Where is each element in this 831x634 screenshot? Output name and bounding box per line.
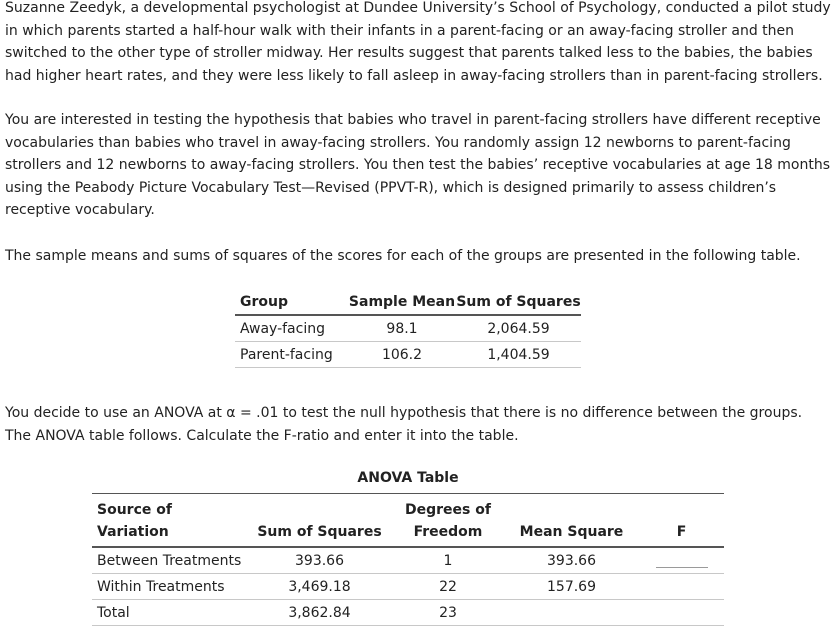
text-line: switched to the other type of stroller midway. Her results suggest that parents talked less to the babies, the babies: [5, 45, 813, 61]
source-label: Total: [92, 600, 247, 626]
header-sum-of-squares: Sum of Squares: [456, 290, 581, 315]
text-line: strollers and 12 newborns to away-facing strollers. You then test the babies’ receptive vocabularies at age 18 months: [5, 157, 830, 173]
group-name: Away-facing: [235, 315, 348, 342]
header-mean-square: Mean Square: [504, 494, 639, 548]
sum-of-squares: 3,469.18: [247, 574, 392, 600]
sum-of-squares: 1,404.59: [456, 342, 581, 368]
f-ratio-input[interactable]: [656, 561, 708, 568]
text-line: Suzanne Zeedyk, a developmental psychologist at Dundee University’s School of Psychology, conducted a pilot study: [5, 0, 831, 16]
source-label: Within Treatments: [92, 574, 247, 600]
text-line: You are interested in testing the hypothesis that babies who travel in parent-facing strollers have different receptive: [5, 112, 821, 128]
header-f: F: [639, 494, 724, 548]
text-line: in which parents started a half-hour walk with their infants in a parent-facing or an away-facing stroller and then: [5, 22, 795, 39]
header-line: Source of: [97, 502, 172, 518]
text-line: The sample means and sums of squares of the scores for each of the groups are presented in the following table.: [5, 248, 801, 264]
table-row: [92, 600, 724, 626]
header-sum-of-squares: Sum of Squares: [247, 494, 392, 548]
sample-mean: 98.1: [348, 315, 456, 342]
hypothesis-paragraph: [5, 109, 830, 222]
text-line: vocabularies than babies who travel in away-facing strollers. You randomly assign 12 newborns to parent-facing: [5, 134, 791, 151]
text-line: using the Peabody Picture Vocabulary Test—Revised (PPVT-R), which is designed primarily to assess children’s: [5, 179, 777, 196]
header-source-of-variation: [92, 494, 247, 548]
table-row: [92, 574, 724, 600]
header-degrees-of-freedom: [392, 494, 504, 548]
text-line: You decide to use an ANOVA at α = .01 to test the null hypothesis that there is no difference between the groups.: [5, 405, 803, 421]
source-label: Between Treatments: [92, 547, 247, 574]
group-statistics-table: [235, 290, 581, 368]
table-intro-paragraph: [5, 245, 820, 268]
f-cell-empty: [639, 574, 724, 600]
anova-table-title: ANOVA Table: [357, 470, 459, 486]
degrees-of-freedom: 22: [392, 574, 504, 600]
sum-of-squares: 393.66: [247, 547, 392, 574]
table-row: [235, 315, 581, 342]
header-line: Freedom: [413, 524, 483, 540]
table-header-row: [92, 494, 724, 548]
anova-instructions-paragraph: [5, 402, 820, 447]
header-line: Variation: [97, 524, 169, 540]
intro-paragraph: [5, 0, 831, 87]
anova-table: [92, 493, 724, 626]
mean-square: [504, 600, 639, 626]
text-line: receptive vocabulary.: [5, 202, 155, 218]
degrees-of-freedom: 23: [392, 600, 504, 626]
degrees-of-freedom: 1: [392, 547, 504, 574]
sum-of-squares: 2,064.59: [456, 315, 581, 342]
text-line: The ANOVA table follows. Calculate the F-ratio and enter it into the table.: [5, 427, 519, 444]
table-header-row: [235, 290, 581, 315]
sum-of-squares: 3,862.84: [247, 600, 392, 626]
header-group: Group: [235, 290, 348, 315]
f-cell: [639, 547, 724, 574]
f-cell-empty: [639, 600, 724, 626]
table-row: [92, 547, 724, 574]
text-line: had higher heart rates, and they were less likely to fall asleep in away-facing strollers than in parent-facing strollers.: [5, 67, 823, 84]
sample-mean: 106.2: [348, 342, 456, 368]
group-name: Parent-facing: [235, 342, 348, 368]
table-row: [235, 342, 581, 368]
header-sample-mean: Sample Mean: [348, 290, 456, 315]
header-line: Degrees of: [405, 502, 491, 518]
mean-square: 157.69: [504, 574, 639, 600]
mean-square: 393.66: [504, 547, 639, 574]
